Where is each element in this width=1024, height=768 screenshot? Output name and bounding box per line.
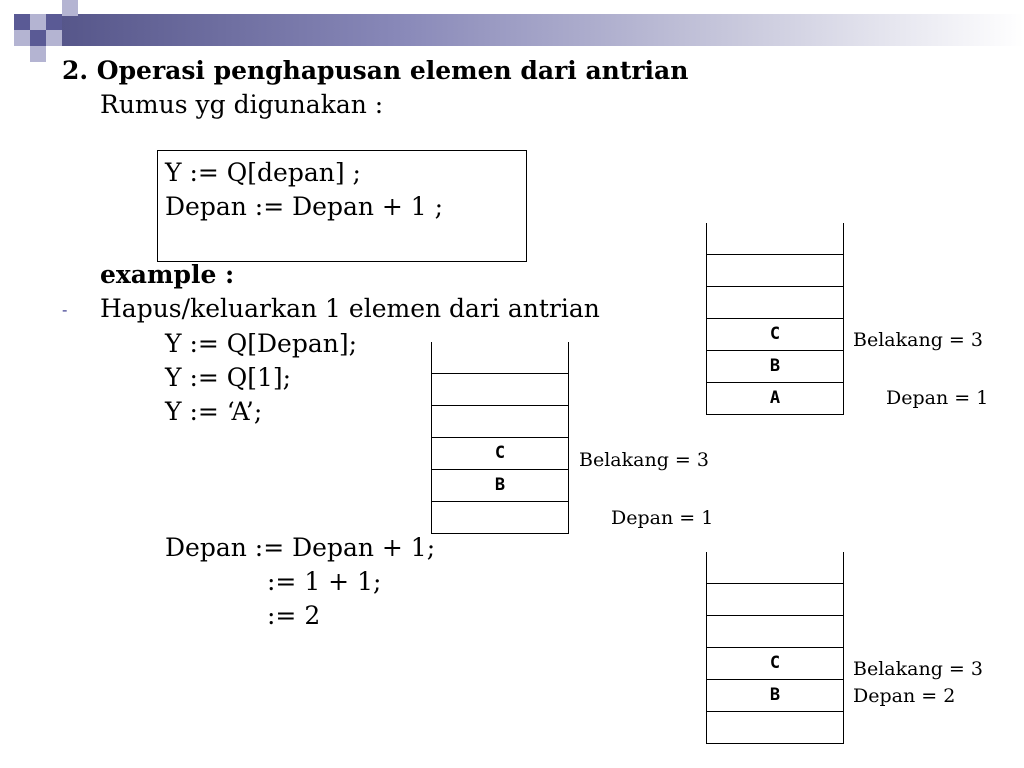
queue-stack-after-delete [706, 552, 844, 744]
bullet-dash: - [62, 300, 68, 319]
queue-cell [707, 255, 843, 287]
belakang-label: Belakang = 3 [853, 658, 983, 680]
deco-square [46, 14, 62, 30]
queue-cell [707, 712, 843, 744]
deco-square [30, 30, 46, 46]
queue-cell [432, 502, 568, 534]
belakang-label: Belakang = 3 [853, 329, 983, 351]
depan-calc-line: := 2 [267, 601, 321, 630]
queue-cell: B [707, 351, 843, 383]
deco-square [30, 14, 46, 30]
belakang-label: Belakang = 3 [579, 449, 709, 471]
queue-cell: C [432, 438, 568, 470]
queue-cell [432, 374, 568, 406]
queue-stack-initial [706, 223, 844, 415]
depan-calc-line: := 1 + 1; [267, 567, 382, 596]
queue-cell [432, 406, 568, 438]
queue-stack-after-read [431, 342, 569, 534]
queue-cell: B [432, 470, 568, 502]
deco-square [14, 14, 30, 30]
queue-cell [707, 287, 843, 319]
queue-cell [707, 552, 843, 584]
deco-square [30, 46, 46, 62]
deco-square [46, 30, 62, 46]
slide-heading: 2. Operasi penghapusan elemen dari antrian [62, 56, 689, 85]
step-line: Y := Q[1]; [165, 363, 292, 392]
deco-square [62, 0, 78, 16]
formula-line: Depan := Depan + 1 ; [165, 192, 444, 221]
depan-label: Depan = 1 [886, 387, 989, 409]
bullet-text: Hapus/keluarkan 1 elemen dari antrian [100, 294, 600, 323]
step-line: Y := Q[Depan]; [165, 329, 358, 358]
formula-intro: Rumus yg digunakan : [100, 90, 384, 119]
queue-cell [707, 616, 843, 648]
queue-cell: A [707, 383, 843, 415]
step-line: Y := ‘A’; [165, 397, 263, 426]
example-label: example : [100, 260, 235, 289]
queue-cell [707, 223, 843, 255]
queue-cell [707, 584, 843, 616]
depan-label: Depan = 2 [853, 685, 956, 707]
depan-calc-line: Depan := Depan + 1; [165, 533, 436, 562]
queue-cell: C [707, 648, 843, 680]
deco-square [14, 30, 30, 46]
queue-cell: C [707, 319, 843, 351]
queue-cell [432, 342, 568, 374]
queue-cell: B [707, 680, 843, 712]
formula-line: Y := Q[depan] ; [165, 158, 361, 187]
title-gradient-bar [60, 14, 1024, 46]
depan-label: Depan = 1 [611, 507, 714, 529]
